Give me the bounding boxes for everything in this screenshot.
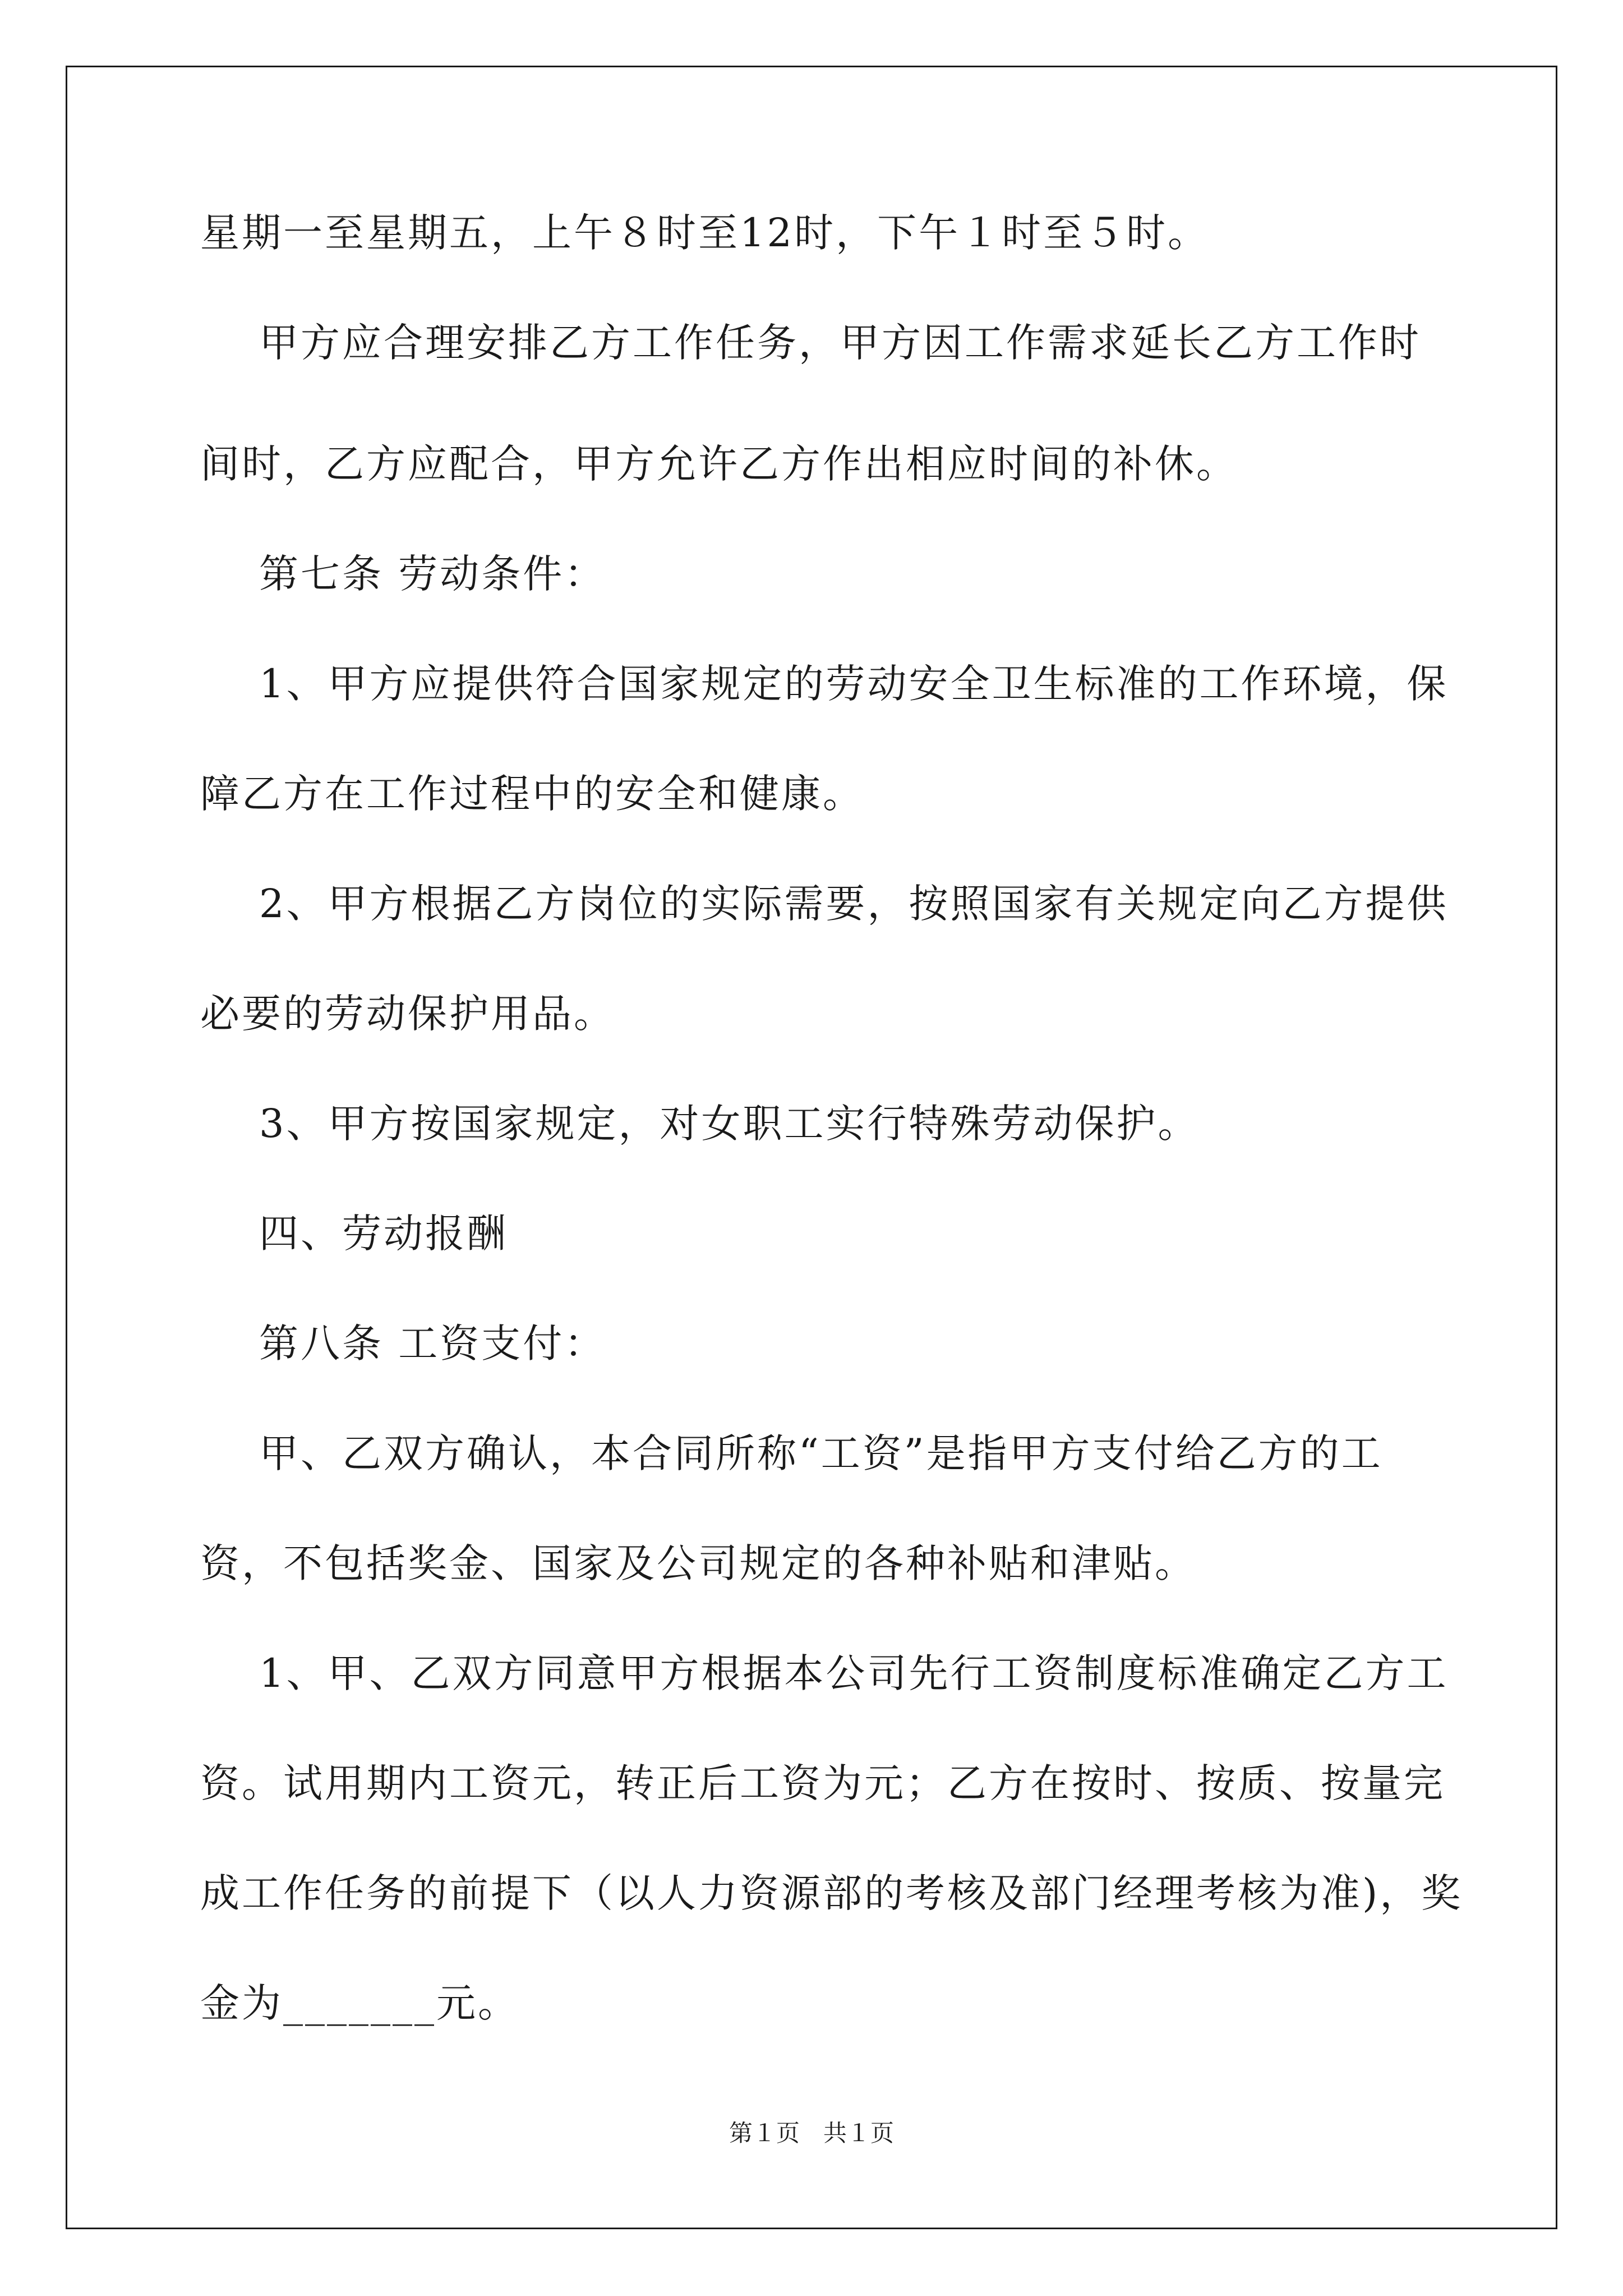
text-line: 资，不包括奖金、国家及公司规定的各种补贴和津贴。 [200, 1540, 1196, 1586]
text-line: 1、甲方应提供符合国家规定的劳动安全卫生标准的工作环境，保 [200, 661, 1449, 707]
text-line: 必要的劳动保护用品。 [200, 991, 615, 1037]
text-line: 3、甲方按国家规定，对女职工实行特殊劳动保护。 [200, 1101, 1200, 1147]
text-line: 甲、乙双方确认，本合同所称“工资”是指甲方支付给乙方的工 [200, 1430, 1383, 1476]
text-line: 成工作任务的前提下（以人力资源部的考核及部门经理考核为准)，奖 [200, 1870, 1463, 1916]
text-line: 2、甲方根据乙方岗位的实际需要，按照国家有关规定向乙方提供 [200, 881, 1449, 927]
text-line: 金为_______元。 [200, 1980, 519, 2026]
text-line: 星期一至星期五，上午８时至12时，下午１时至５时。 [200, 210, 1210, 256]
text-line: 障乙方在工作过程中的安全和健康。 [200, 771, 864, 817]
section-heading: 四、劳动报酬 [200, 1211, 509, 1257]
text-line: 第七条 劳动条件： [200, 551, 606, 597]
text-line: 第八条 工资支付： [200, 1320, 606, 1366]
page-number: 第１页 共１页 [728, 2119, 894, 2147]
text-line: 间时，乙方应配合，甲方允许乙方作出相应时间的补休。 [200, 441, 1238, 487]
text-line: 1、甲、乙双方同意甲方根据本公司先行工资制度标准确定乙方工 [200, 1650, 1449, 1696]
text-line: 资。试用期内工资元，转正后工资为元；乙方在按时、按质、按量完 [200, 1760, 1445, 1806]
text-line: 甲方应合理安排乙方工作任务，甲方因工作需求延长乙方工作时 [200, 320, 1422, 366]
